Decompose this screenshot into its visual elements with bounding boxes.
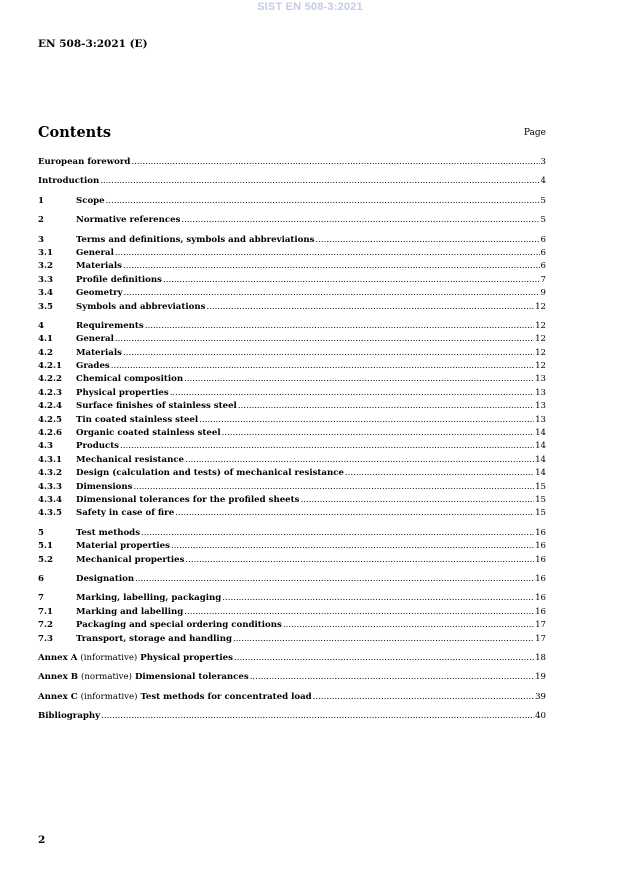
toc-entry[interactable] [38,235,546,248]
toc-entry[interactable] [38,415,546,428]
dot-leader [283,620,534,630]
toc-entry-title: General [76,247,114,258]
dot-leader [185,455,534,465]
toc-entry-page: 6 [540,247,546,258]
toc-entry-title: Dimensions [76,481,133,492]
dot-leader [124,288,540,298]
dot-leader [123,261,540,271]
toc-entry[interactable] [38,361,546,374]
dot-leader [115,248,540,258]
toc-entry[interactable] [38,555,546,568]
toc-entry-number: 3.5 [38,301,53,312]
toc-entry-page: 14 [535,428,546,439]
dot-leader [345,468,534,478]
toc-entry[interactable] [38,374,546,387]
dot-leader [185,555,534,565]
toc-entry-title: Geometry [76,288,123,299]
dot-leader [315,235,539,245]
toc-entry[interactable] [38,215,546,228]
annex-kind: (normative) [81,672,132,683]
annex-label: Annex B [38,672,79,683]
toc-entry-number: 4.2.6 [38,428,62,439]
dot-leader [184,374,534,384]
annex-kind: (informative) [80,691,138,702]
table-of-contents [38,157,546,724]
page-column-label: Page [523,128,546,138]
toc-entry-number: 7.2 [38,620,53,631]
toc-entry-title: Marking, labelling, packaging [76,593,222,604]
toc-entry-page: 16 [535,606,546,617]
toc-entry[interactable] [38,261,546,274]
toc-entry-page: 40 [535,711,546,722]
toc-entry-title: Surface finishes of stainless steel [76,401,237,412]
toc-entry-page: 15 [535,494,546,505]
toc-entry[interactable] [38,692,546,705]
toc-entry-number: 4.3.3 [38,481,62,492]
toc-entry-page: 5 [540,215,546,226]
toc-entry-number: 4.3.5 [38,508,62,519]
toc-entry-title: Safety in case of fire [76,508,175,519]
toc-entry-number: 4.2.2 [38,374,62,385]
toc-entry-title: Dimensional tolerances for the profiled sheets [76,494,300,505]
toc-entry-number: 3.2 [38,261,53,272]
toc-entry[interactable] [38,653,546,666]
toc-entry-page: 7 [540,274,546,285]
toc-entry-number: 5.1 [38,541,53,552]
toc-entry-number: 5.2 [38,554,53,565]
toc-entry-title: Material properties [76,541,170,552]
toc-entry-title: Products [76,441,120,452]
dot-leader [238,401,534,411]
toc-entry-number: 4.1 [38,334,53,345]
dot-leader [313,692,534,702]
dot-leader [233,634,534,644]
annex-title: Dimensional tolerances [134,672,249,683]
toc-entry-page: 12 [535,361,546,372]
dot-leader [234,653,534,663]
toc-entry-page: 14 [535,441,546,452]
toc-entry[interactable] [38,288,546,301]
dot-leader [222,593,534,603]
toc-entry-number: 4.3.2 [38,468,62,479]
toc-entry-page: 13 [535,387,546,398]
annex-heading [38,672,249,682]
dot-leader [171,541,534,551]
toc-entry[interactable] [38,401,546,414]
toc-entry-title: Terms and definitions, symbols and abbreviations [76,234,315,245]
toc-entry-title: Grades [76,361,110,372]
toc-entry[interactable] [38,468,546,481]
dot-leader [106,196,540,206]
toc-entry-title: Scope [76,195,105,206]
toc-entry-title: Symbols and abbreviations [76,301,206,312]
toc-entry-page: 16 [535,573,546,584]
bibliography-title: Bibliography [38,711,101,722]
annex-title: Test methods for concentrated load [140,691,312,702]
toc-entry-number: 7.3 [38,633,53,644]
toc-entry-page: 12 [535,347,546,358]
toc-entry-number: 3 [38,234,44,245]
toc-entry-number: 6 [38,573,44,584]
toc-entry[interactable] [38,275,546,288]
watermark: SIST EN 508-3:2021 [257,1,363,13]
contents-title: Contents [38,124,112,141]
toc-entry-number: 4.2.3 [38,387,62,398]
annex-heading [38,653,233,663]
dot-leader [133,482,534,492]
document-id: EN 508-3:2021 (E) [38,38,148,50]
toc-entry[interactable] [38,607,546,620]
toc-entry-title: Physical properties [76,387,169,398]
toc-entry-title: Organic coated stainless steel [76,428,221,439]
toc-entry-title: Design (calculation and tests) of mechanical resistance [76,468,344,479]
toc-entry[interactable] [38,248,546,261]
dot-leader [100,176,539,186]
toc-entry-page: 16 [535,554,546,565]
toc-entry[interactable] [38,388,546,401]
toc-entry[interactable] [38,593,546,606]
toc-entry-title: Profile definitions [76,274,162,285]
toc-entry[interactable] [38,157,546,170]
toc-entry[interactable] [38,528,546,541]
toc-entry-page: 17 [535,633,546,644]
toc-entry-title: Chemical composition [76,374,184,385]
dot-leader [111,361,534,371]
toc-entry-title: Mechanical resistance [76,454,185,465]
toc-entry-title: Transport, storage and handling [76,633,232,644]
toc-entry-number: 2 [38,215,44,226]
toc-entry-number: 4.3.4 [38,494,62,505]
toc-entry-page: 9 [540,288,546,299]
toc-entry-page: 14 [535,468,546,479]
toc-entry[interactable] [38,334,546,347]
toc-entry-title: Tin coated stainless steel [76,414,199,425]
toc-entry[interactable] [38,634,546,647]
toc-entry-number: 3.1 [38,247,53,258]
toc-entry-page: 15 [535,508,546,519]
toc-entry[interactable] [38,672,546,685]
page-number: 2 [38,834,46,846]
annex-title: Physical properties [140,652,233,663]
toc-entry[interactable] [38,541,546,554]
toc-entry-page: 14 [535,454,546,465]
toc-entry-number: 4 [38,320,44,331]
dot-leader [206,302,534,312]
toc-entry[interactable] [38,508,546,521]
toc-entry-title: Introduction [38,176,100,187]
toc-entry-title: Mechanical properties [76,554,185,565]
toc-entry-number: 1 [38,195,44,206]
annex-label: Annex C [38,691,78,702]
toc-entry[interactable] [38,321,546,334]
toc-entry-page: 19 [535,672,546,683]
toc-entry[interactable] [38,176,546,189]
toc-entry-page: 12 [535,334,546,345]
toc-entry-page: 13 [535,374,546,385]
toc-entry-number: 5 [38,527,44,538]
toc-entry-page: 17 [535,620,546,631]
toc-entry[interactable] [38,482,546,495]
dot-leader [145,321,534,331]
dot-leader [199,415,534,425]
toc-entry-title: Marking and labelling [76,606,184,617]
toc-entry-page: 16 [535,541,546,552]
dot-leader [163,275,540,285]
toc-entry[interactable] [38,711,546,724]
dot-leader [170,388,534,398]
toc-entry-page: 16 [535,593,546,604]
toc-entry-page: 16 [535,527,546,538]
toc-entry-number: 7.1 [38,606,53,617]
toc-entry-page: 12 [535,320,546,331]
dot-leader [141,528,534,538]
toc-entry[interactable] [38,455,546,468]
annex-heading [38,692,312,702]
dot-leader [181,215,539,225]
toc-entry[interactable] [38,428,546,441]
toc-entry-page: 5 [540,195,546,206]
dot-leader [175,508,534,518]
toc-entry-title: Designation [76,573,135,584]
dot-leader [101,711,534,721]
toc-entry-number: 4.2 [38,347,53,358]
toc-entry-number: 4.2.1 [38,361,62,372]
toc-entry-title: General [76,334,114,345]
toc-entry-title: Normative references [76,215,181,226]
toc-entry-title: Test methods [76,527,141,538]
dot-leader [123,348,534,358]
toc-entry-page: 39 [535,691,546,702]
annex-label: Annex A [38,652,78,663]
toc-entry-number: 4.2.5 [38,414,62,425]
toc-entry[interactable] [38,441,546,454]
toc-entry-page: 6 [540,261,546,272]
toc-entry-page: 6 [540,234,546,245]
toc-entry[interactable] [38,620,546,633]
toc-entry-page: 12 [535,301,546,312]
toc-entry-title: Packaging and special ordering conditions [76,620,282,631]
dot-leader [222,428,534,438]
toc-entry[interactable] [38,348,546,361]
toc-entry-page: 18 [535,652,546,663]
toc-entry-number: 7 [38,593,44,604]
toc-entry-title: Requirements [76,320,144,331]
dot-leader [184,607,534,617]
toc-entry-title: Materials [76,261,122,272]
toc-entry-page: 15 [535,481,546,492]
toc-entry-number: 4.3 [38,441,53,452]
toc-entry-page: 3 [540,157,546,167]
toc-entry[interactable] [38,302,546,315]
toc-entry-title: Materials [76,347,122,358]
annex-kind: (informative) [80,652,138,663]
toc-entry-number: 4.2.4 [38,401,62,412]
toc-entry-number: 3.4 [38,288,53,299]
dot-leader [131,157,539,167]
toc-entry[interactable] [38,574,546,587]
toc-entry[interactable] [38,196,546,209]
toc-entry[interactable] [38,495,546,508]
toc-entry-title: European foreword [38,157,131,167]
dot-leader [115,334,534,344]
dot-leader [300,495,534,505]
dot-leader [250,672,534,682]
toc-entry-page: 13 [535,401,546,412]
toc-entry-page: 13 [535,414,546,425]
toc-entry-number: 4.3.1 [38,454,62,465]
toc-entry-page: 4 [540,176,546,187]
dot-leader [135,574,534,584]
dot-leader [120,441,534,451]
toc-entry-number: 3.3 [38,274,53,285]
